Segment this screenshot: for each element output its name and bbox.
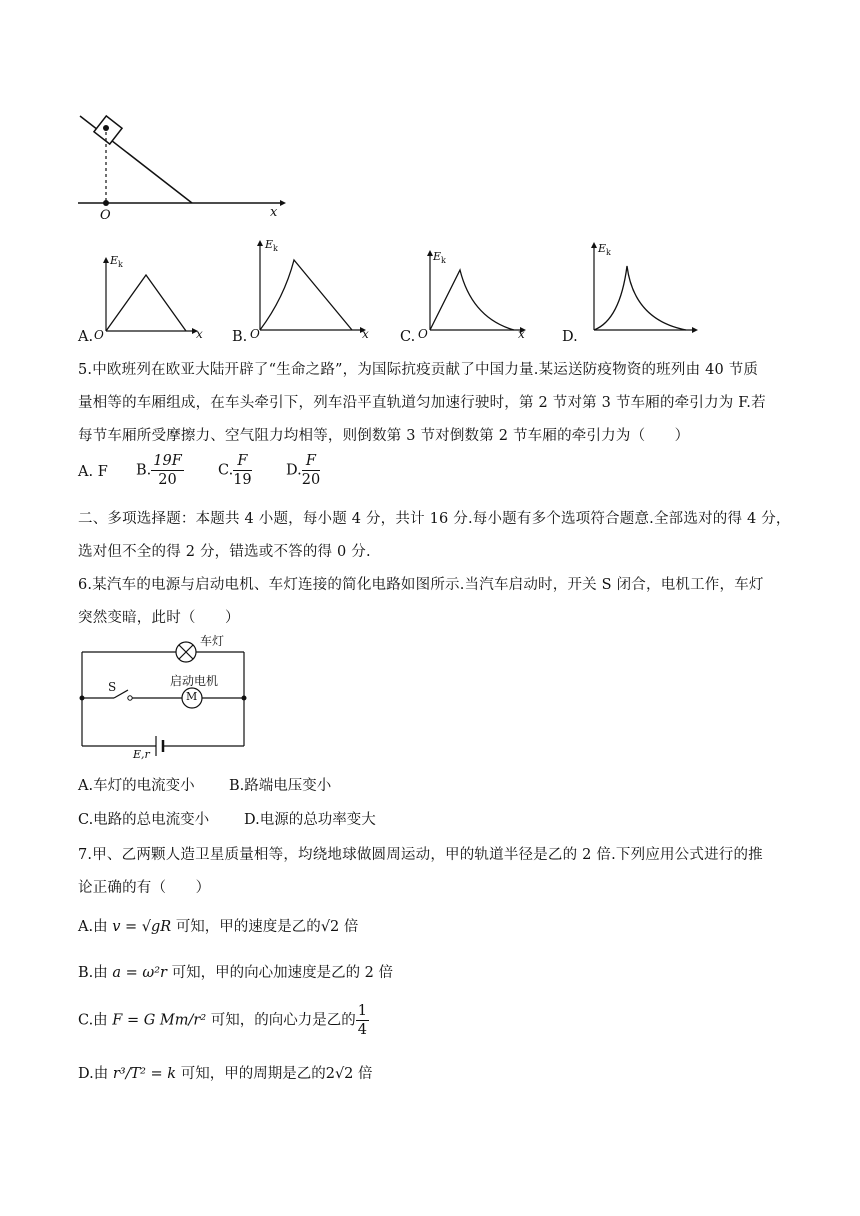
q5-option-c[interactable]: C. $\frac{F}{19}$ — [218, 453, 252, 488]
graph-b — [244, 238, 374, 340]
graph-c-ylabel: $E_k$ — [433, 250, 446, 266]
q7-d-formula: r³/T² = k — [112, 1066, 177, 1082]
graph-a-origin: O — [94, 328, 104, 342]
graph-b-origin: O — [250, 327, 260, 341]
graph-c — [414, 248, 534, 340]
graph-c-xlabel: x — [518, 327, 525, 341]
origin-label: O — [100, 208, 111, 223]
graph-option-b[interactable]: B. — [232, 329, 248, 345]
motor-symbol-label: M — [186, 690, 198, 703]
motor-title-label: 启动电机 — [170, 674, 219, 688]
q6-line-2: 突然变暗，此时（ ） — [78, 610, 240, 626]
q5-option-b[interactable]: B. $\frac{19F}{20}$ — [136, 453, 182, 488]
q7-line-1: 7.甲、乙两颗人造卫星质量相等，均绕地球做圆周运动，甲的轨道半径是乙的 2 倍.下列应用公式进行的推 — [78, 847, 763, 863]
graph-b-xlabel: x — [362, 327, 369, 341]
q7-c-formula: F = G Mm/r² — [112, 1012, 207, 1029]
q7-option-b[interactable]: B.由 a = ω²r 可知，甲的向心加速度是乙的 2 倍 — [78, 965, 394, 981]
battery-label: E,r — [133, 748, 150, 761]
q7-b-formula: a = ω²r — [112, 965, 167, 981]
q7-option-a[interactable]: A.由 v = √gR 可知，甲的速度是乙的√2 倍 — [78, 919, 359, 935]
q5-option-a[interactable]: A. F — [78, 464, 108, 480]
q6-option-a[interactable]: A.车灯的电流变小 — [78, 778, 195, 794]
q6-option-b[interactable]: B.路端电压变小 — [229, 778, 332, 794]
q6-option-d[interactable]: D.电源的总功率变大 — [244, 812, 376, 828]
lamp-label: 车灯 — [200, 634, 225, 648]
x-axis-label: x — [270, 205, 278, 220]
graph-a-xlabel: x — [196, 327, 203, 341]
q7-a-formula: v = √gR — [112, 919, 172, 935]
q7-option-c[interactable]: C.由 F = G Mm/r² 可知，的向心力是乙的 $\frac{1}{4}$ — [78, 1003, 367, 1038]
graph-a-ylabel: $E_k$ — [110, 254, 123, 270]
q6-line-1: 6.某汽车的电源与启动电机、车灯连接的简化电路如图所示.当汽车启动时，开关 S 闭合，电机工作，车灯 — [78, 577, 764, 593]
q5-line-2: 量相等的车厢组成，在车头牵引下，列车沿平直轨道匀加速行驶时，第 2 节对第 3 节车厢的牵引力为 F.若 — [78, 395, 766, 411]
circuit-diagram — [76, 636, 256, 756]
graph-c-origin: O — [418, 327, 428, 341]
q7-line-2: 论正确的有（ ） — [78, 880, 211, 896]
switch-label: S — [108, 680, 117, 694]
q5-line-1: 5.中欧班列在欧亚大陆开辟了“生命之路”，为国际抗疫贡献了中国力量.某运送防疫物资的班列由 40 节质 — [78, 362, 759, 378]
section2-line-2: 选对但不全的得 2 分，错选或不答的得 0 分. — [78, 544, 371, 560]
q5-line-3: 每节车厢所受摩擦力、空气阻力均相等，则倒数第 3 节对倒数第 2 节车厢的牵引力为（ ） — [78, 428, 690, 444]
graph-b-ylabel: $E_k$ — [265, 238, 278, 254]
incline-figure — [70, 108, 290, 223]
q5-option-d[interactable]: D. $\frac{F}{20}$ — [286, 453, 321, 488]
q6-option-c[interactable]: C.电路的总电流变小 — [78, 812, 210, 828]
graph-option-a[interactable]: A. — [78, 329, 94, 345]
q7-option-d[interactable]: D.由 r³/T² = k 可知，甲的周期是乙的2√2 倍 — [78, 1066, 373, 1082]
graph-option-c[interactable]: C. — [400, 329, 416, 345]
graph-option-d[interactable]: D. — [562, 329, 578, 345]
section2-line-1: 二、多项选择题：本题共 4 小题，每小题 4 分，共计 16 分.每小题有多个选项符合题意.全部选对的得 4 分， — [78, 511, 791, 527]
graph-d-ylabel: $E_k$ — [598, 242, 611, 258]
graph-a — [90, 255, 205, 340]
